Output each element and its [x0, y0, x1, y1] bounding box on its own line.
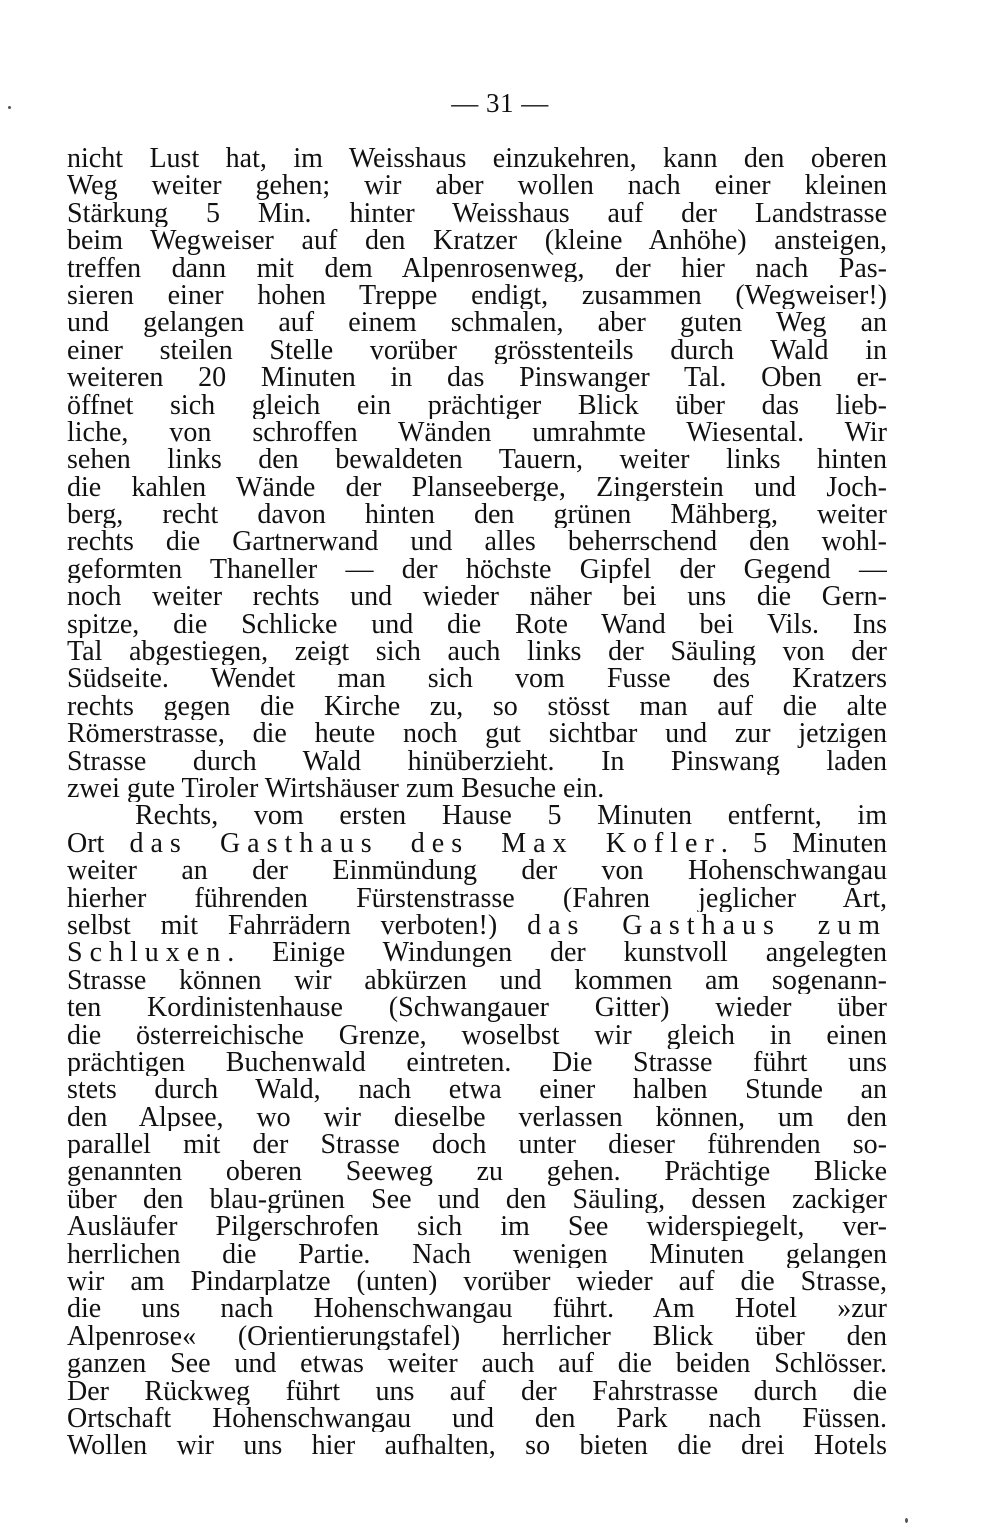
text-line: Ausläufer Pilgerschrofen sich im See widerspiegelt, ver- [67, 1213, 887, 1241]
text-line: den Alpsee, wo wir dieselbe verlassen können, um den [67, 1103, 887, 1132]
text-line: herrlichen die Partie. Nach wenigen Minuten gelangen [67, 1240, 887, 1269]
text-line: Südseite. Wendet man sich vom Fusse des Kratzers [67, 665, 887, 693]
text-line: noch weiter rechts und wieder näher bei uns die Gern- [67, 583, 887, 611]
text-line: rechts gegen die Kirche zu, so stösst man auf die alte [67, 692, 887, 721]
spaced-name: das Gasthaus zum [527, 911, 887, 940]
text-line: Römerstrasse, die heute noch gut sichtbar und zur jetzigen [67, 720, 887, 748]
text-line: treffen dann mit dem Alpenrosenweg, der hier nach Pas- [67, 254, 887, 282]
text-line: Weg weiter gehen; wir aber wollen nach einer kleinen [67, 172, 887, 200]
text-line: die österreichische Grenze, woselbst wir gleich in einen [67, 1021, 887, 1049]
text-line: parallel mit der Strasse doch unter dieser führenden so- [67, 1131, 887, 1159]
text-line: die kahlen Wände der Planseeberge, Zingerstein und Joch- [67, 473, 887, 502]
text-line: Der Rückweg führt uns auf der Fahrstrasse durch die [67, 1377, 887, 1405]
text-line: Stärkung 5 Min. hinter Weisshaus auf der Landstrasse [67, 199, 887, 228]
text-line: Ort das Gasthaus des Max Kofler. 5 Minuten [67, 829, 887, 858]
text-line: über den blau-grünen See und den Säuling, dessen zackiger [67, 1185, 887, 1214]
text-line: öffnet sich gleich ein prächtiger Blick über das lieb- [67, 391, 887, 419]
text-line: geformten Thaneller — der höchste Gipfel der Gegend — [67, 555, 887, 584]
text-line: rechts die Gartnerwand und alles beherrschend den wohl- [67, 528, 887, 556]
text-line: Alpenrose« (Orientierungstafel) herrlicher Blick über den [67, 1322, 887, 1351]
text-line: sehen links den bewaldeten Tauern, weiter links hinten [67, 446, 887, 474]
text-line: selbst mit Fahrrädern verboten!) das Gasthaus zum [67, 911, 887, 940]
text-line: ganzen See und etwas weiter auch auf die beiden Schlösser. [67, 1350, 887, 1378]
text-line: spitze, die Schlicke und die Rote Wand bei Vils. Ins [67, 610, 887, 639]
text-line: berg, recht davon hinten den grünen Mähberg, weiter [67, 501, 887, 529]
text-line: weiteren 20 Minuten in das Pinswanger Tal. Oben er- [67, 364, 887, 392]
text-line: prächtigen Buchenwald eintreten. Die Strasse führt uns [67, 1048, 887, 1077]
text-line: Tal abgestiegen, zeigt sich auch links der Säuling von der [67, 638, 887, 666]
page-number: — 31 — [451, 88, 549, 118]
text-line: wir am Pindarplatze (unten) vorüber wieder auf die Strasse, [67, 1268, 887, 1296]
text-line: liche, von schroffen Wänden umrahmte Wiesental. Wir [67, 418, 887, 447]
spaced-name: Schluxen [67, 939, 228, 967]
text-line: einer steilen Stelle vorüber grösstenteils durch Wald in [67, 336, 887, 365]
text-line: Schluxen. Einige Windungen der kunstvoll angelegten [67, 939, 887, 967]
print-speck [8, 106, 11, 109]
text-line: Strasse können wir abkürzen und kommen am sogenann- [67, 966, 887, 995]
text-line: die uns nach Hohenschwangau führt. Am Hotel »zur [67, 1295, 887, 1323]
text-line: hierher führenden Fürstenstrasse (Fahren jeglicher Art, [67, 884, 887, 912]
text-line: Ortschaft Hohenschwangau und den Park nach Füssen. [67, 1404, 887, 1433]
text-line: Wollen wir uns hier aufhalten, so bieten die drei Hotels [67, 1432, 887, 1460]
text-line: weiter an der Einmündung der von Hohenschwangau [67, 857, 887, 885]
text-line: Rechts, vom ersten Hause 5 Minuten entfernt, im [135, 802, 887, 830]
text-line: beim Wegweiser auf den Kratzer (kleine Anhöhe) ansteigen, [67, 227, 887, 255]
print-speck [905, 1518, 908, 1523]
text-line: genannten oberen Seeweg zu gehen. Prächtige Blicke [67, 1158, 887, 1186]
text-line: stets durch Wald, nach etwa einer halben Stunde an [67, 1076, 887, 1104]
body-text [67, 145, 887, 1460]
text-line: Strasse durch Wald hinüberzieht. In Pinswang laden [67, 747, 887, 775]
text-line: nicht Lust hat, im Weisshaus einzukehren, kann den oberen [67, 145, 887, 173]
text-line: zwei gute Tiroler Wirtshäuser zum Besuche ein. [67, 774, 605, 803]
text-line: sieren einer hohen Treppe endigt, zusammen (Wegweiser!) [67, 281, 887, 310]
spaced-name: das Gasthaus des Max Kofler [129, 829, 721, 858]
text-line: und gelangen auf einem schmalen, aber guten Weg an [67, 309, 887, 337]
text-line: ten Kordinistenhause (Schwangauer Gitter) wieder über [67, 994, 887, 1022]
